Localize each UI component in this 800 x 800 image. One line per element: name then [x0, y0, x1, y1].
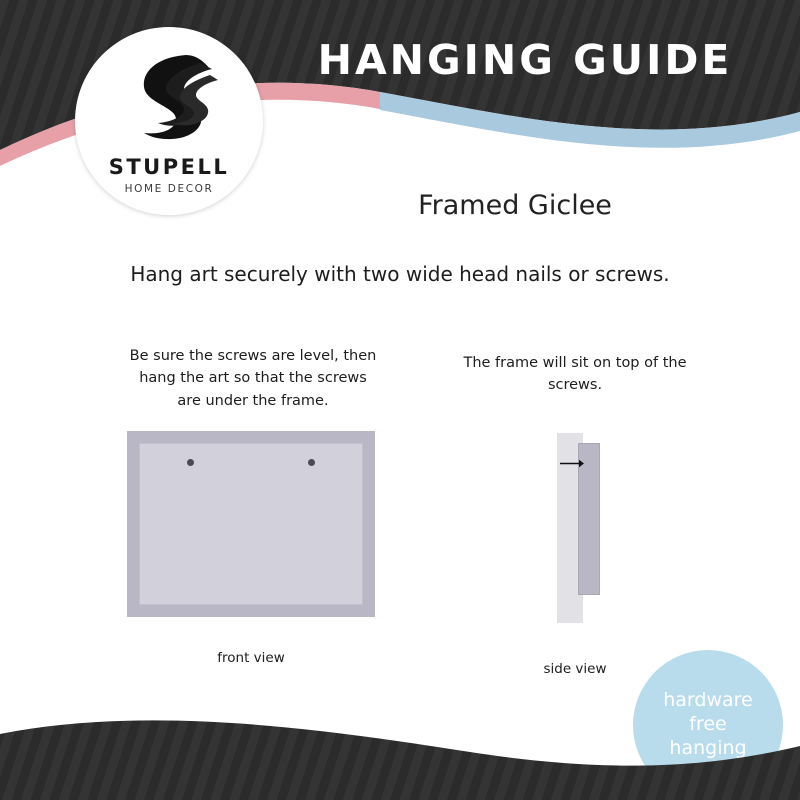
- badge-line-2: free: [689, 713, 727, 736]
- badge-line-1: hardware: [663, 689, 753, 712]
- page-title: HANGING GUIDE: [317, 36, 733, 84]
- logo-name: STUPELL: [108, 155, 230, 179]
- screw-arrow-icon: [560, 459, 584, 468]
- logo-subtitle: HOME DECOR: [124, 183, 214, 195]
- bottom-banner: [0, 690, 800, 800]
- front-view-frame-diagram: [127, 431, 375, 617]
- side-view-label: side view: [543, 661, 607, 677]
- side-view-caption: The frame will sit on top of the screws.: [463, 355, 687, 394]
- front-view-label: front view: [217, 650, 285, 666]
- screw-dot-right-icon: [308, 459, 315, 466]
- lead-instruction: Hang art securely with two wide head nails or screws.: [130, 262, 670, 286]
- screw-dot-left-icon: [187, 459, 194, 466]
- logo-badge: [75, 27, 263, 215]
- stupell-swoosh-icon: [114, 49, 224, 145]
- front-view-mat: [139, 443, 363, 605]
- front-view-caption: Be sure the screws are level, then hang the art so that the screws are under the frame.: [129, 348, 377, 409]
- badge-line-3: hanging: [669, 736, 747, 759]
- product-type: Framed Giclee: [418, 190, 612, 221]
